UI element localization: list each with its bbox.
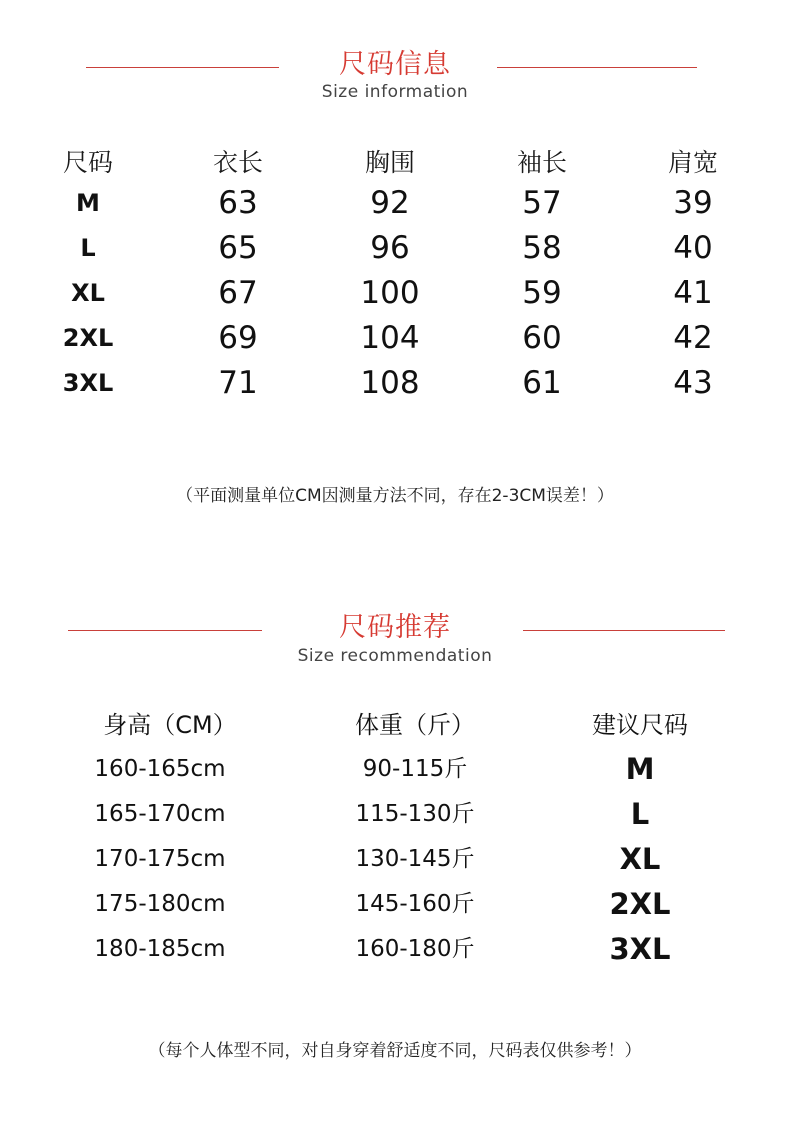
size-info-cell-chest: 100 xyxy=(360,275,420,311)
header-size: 尺码 xyxy=(62,148,113,177)
size-info-cell-length: 71 xyxy=(218,365,258,401)
size-info-cell-size: L xyxy=(80,234,96,262)
header-chest: 胸围 xyxy=(364,148,415,177)
size-info-cell-sleeve: 59 xyxy=(522,275,562,311)
size-rec-row xyxy=(0,792,790,837)
size-info-cell-chest: 96 xyxy=(370,230,410,266)
size-info-header-row xyxy=(0,140,790,185)
size-info-cell-sleeve: 60 xyxy=(522,320,562,356)
size-rec-cell-weight: 115-130斤 xyxy=(355,801,475,827)
size-info-cell-length: 65 xyxy=(218,230,258,266)
size-rec-cell-recommended-size: 3XL xyxy=(609,932,671,966)
size-rec-cell-height: 175-180cm xyxy=(94,891,226,917)
size-rec-cell-height: 180-185cm xyxy=(94,936,226,962)
size-info-cell-length: 67 xyxy=(218,275,258,311)
size-info-subtitle: Size information xyxy=(321,82,469,102)
size-info-row xyxy=(0,226,790,271)
size-rec-cell-recommended-size: 2XL xyxy=(609,887,671,921)
size-rec-cell-height: 170-175cm xyxy=(94,846,226,872)
size-info-cell-chest: 104 xyxy=(360,320,420,356)
size-info-cell-length: 63 xyxy=(218,185,258,221)
size-info-note: （平面测量单位CM因测量方法不同，存在2-3CM误差！） xyxy=(176,486,614,506)
size-info-cell-shoulder: 41 xyxy=(673,275,713,311)
size-info-cell-sleeve: 57 xyxy=(522,185,562,221)
size-rec-cell-recommended-size: M xyxy=(625,752,655,786)
size-rec-cell-weight: 130-145斤 xyxy=(355,846,475,872)
size-info-cell-shoulder: 42 xyxy=(673,320,713,356)
size-info-cell-size: 2XL xyxy=(62,324,114,352)
size-rec-cell-weight: 160-180斤 xyxy=(355,936,475,962)
header-recommended-size: 建议尺码 xyxy=(592,711,688,739)
size-rec-cell-weight: 90-115斤 xyxy=(362,756,468,782)
size-rec-header-row xyxy=(0,703,790,748)
size-rec-cell-weight: 145-160斤 xyxy=(355,891,475,917)
size-info-row xyxy=(0,316,790,361)
size-info-cell-size: 3XL xyxy=(62,369,114,397)
size-info-row xyxy=(0,361,790,406)
size-rec-row xyxy=(0,882,790,927)
size-info-cell-shoulder: 40 xyxy=(673,230,713,266)
size-info-cell-length: 69 xyxy=(218,320,258,356)
header-shoulder: 肩宽 xyxy=(667,148,718,177)
size-rec-subtitle: Size recommendation xyxy=(297,646,493,666)
size-info-row xyxy=(0,271,790,316)
size-info-cell-shoulder: 43 xyxy=(673,365,713,401)
size-rec-cell-height: 160-165cm xyxy=(94,756,226,782)
header-height: 身高（CM） xyxy=(103,711,237,739)
size-info-title: 尺码信息 xyxy=(339,49,451,80)
size-rec-note: （每个人体型不同，对自身穿着舒适度不同，尺码表仅供参考！） xyxy=(148,1041,642,1061)
size-info-row xyxy=(0,181,790,226)
size-rec-cell-height: 165-170cm xyxy=(94,801,226,827)
size-info-cell-size: M xyxy=(76,189,100,217)
size-rec-cell-recommended-size: L xyxy=(630,797,650,831)
size-info-cell-size: XL xyxy=(71,279,105,307)
size-info-cell-chest: 108 xyxy=(360,365,420,401)
size-rec-row xyxy=(0,747,790,792)
header-weight: 体重（斤） xyxy=(355,711,475,739)
size-rec-row xyxy=(0,927,790,972)
header-sleeve: 袖长 xyxy=(516,148,567,177)
size-info-cell-sleeve: 58 xyxy=(522,230,562,266)
header-length: 衣长 xyxy=(212,148,263,177)
size-info-cell-chest: 92 xyxy=(370,185,410,221)
size-info-cell-sleeve: 61 xyxy=(522,365,562,401)
size-rec-title: 尺码推荐 xyxy=(339,612,451,643)
size-rec-row xyxy=(0,837,790,882)
size-rec-cell-recommended-size: XL xyxy=(619,842,661,876)
size-info-cell-shoulder: 39 xyxy=(673,185,713,221)
